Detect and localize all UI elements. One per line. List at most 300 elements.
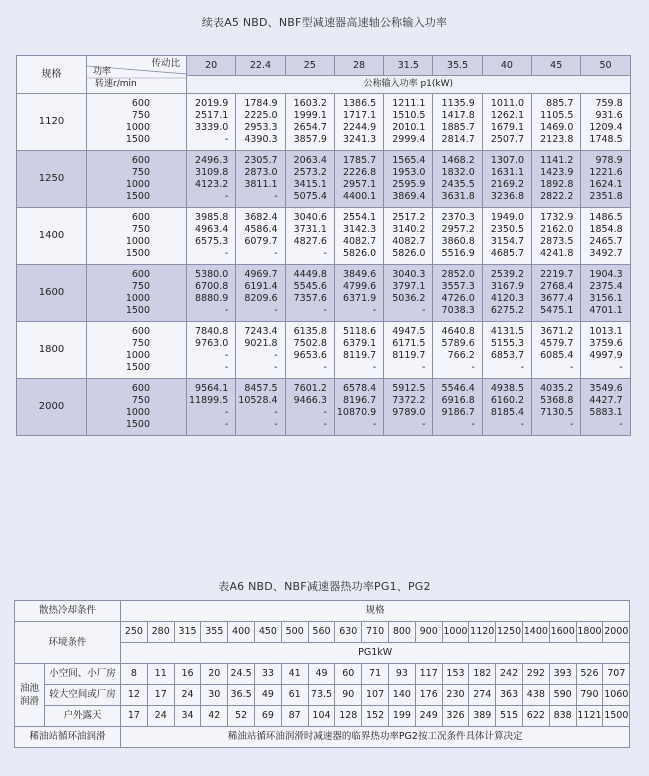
size-cell: 1120 <box>469 622 496 643</box>
power-value: 2999.4 <box>392 134 426 146</box>
power-value: 7502.8 <box>293 337 327 349</box>
power-value: 6079.7 <box>244 236 278 247</box>
thermal-power-cell: 393 <box>549 664 576 685</box>
power-cell <box>433 322 482 379</box>
size-cell: 2000 <box>603 622 630 643</box>
power-value: 2496.3 <box>195 154 229 166</box>
power-value: 5075.4 <box>293 191 327 203</box>
thermal-power-cell: 87 <box>281 706 308 727</box>
power-value: 1732.9 <box>540 211 574 223</box>
spec-header: 规格 <box>17 56 87 94</box>
power-value: 1949.0 <box>490 211 525 223</box>
power-value: - <box>274 305 278 317</box>
power-value: 1417.8 <box>441 109 475 121</box>
power-value: 3731.1 <box>293 223 327 235</box>
thermal-power-cell: 24 <box>147 706 174 727</box>
power-value: 7243.4 <box>244 325 278 337</box>
power-value: 8880.9 <box>195 293 229 304</box>
speed-value: 1500 <box>125 362 150 374</box>
power-value: - <box>274 191 278 203</box>
power-value: - <box>323 407 327 418</box>
speed-value: 750 <box>131 166 150 178</box>
power-value: 1013.1 <box>589 325 623 337</box>
speed-label: 转速r/min <box>95 79 137 89</box>
power-cell <box>482 94 531 151</box>
power-value: 5912.5 <box>392 382 426 394</box>
power-value: 8119.7 <box>342 350 377 361</box>
thermal-power-cell: 1500 <box>603 706 630 727</box>
thermal-power-cell: 11 <box>147 664 174 685</box>
thermal-power-cell: 389 <box>469 706 496 727</box>
power-value: 4131.5 <box>490 325 525 337</box>
power-value: 3549.6 <box>589 382 623 394</box>
table-row <box>17 379 631 436</box>
size-cell: 400 <box>228 622 255 643</box>
power-cell <box>581 322 630 379</box>
power-value: 2957.1 <box>342 179 377 190</box>
power-value: - <box>274 350 278 361</box>
thermal-power-cell: 1060 <box>603 685 630 706</box>
power-value: 2370.3 <box>441 211 475 223</box>
power-label: 功率 <box>93 67 112 77</box>
power-value: 4579.7 <box>540 337 574 349</box>
power-value: 5826.0 <box>392 248 426 260</box>
power-value: 3797.1 <box>392 280 426 292</box>
power-value: 2873.5 <box>540 236 574 247</box>
power-value: 6575.3 <box>195 236 229 247</box>
ratio-header: 31.5 <box>384 56 433 76</box>
power-cell <box>236 208 285 265</box>
table-a6-title: 表A6 NBD、NBF减速器热功率PG1、PG2 <box>218 580 431 593</box>
power-value: 1469.0 <box>540 122 574 133</box>
power-cell <box>433 379 482 436</box>
power-value: 2822.2 <box>540 191 574 203</box>
power-value: 7372.2 <box>392 394 426 406</box>
power-value: 3869.4 <box>392 191 426 203</box>
table-row <box>17 265 631 322</box>
power-cell <box>236 151 285 208</box>
power-value: 7038.3 <box>441 305 475 317</box>
thermal-power-cell: 152 <box>362 706 389 727</box>
power-value: 1748.5 <box>589 134 623 146</box>
speed-value: 600 <box>131 154 150 166</box>
oil-bath-label: 油池润滑 <box>15 664 45 727</box>
power-cell <box>187 265 236 322</box>
thermal-power-cell: 790 <box>576 685 603 706</box>
power-cell <box>433 265 482 322</box>
power-value: 4035.2 <box>540 382 574 394</box>
thermal-power-cell: 69 <box>255 706 282 727</box>
power-value: 4799.6 <box>342 280 377 292</box>
power-cell <box>532 379 581 436</box>
power-cell <box>532 151 581 208</box>
power-value: 8457.5 <box>244 382 278 394</box>
thermal-power-cell: 36.5 <box>228 685 255 706</box>
thermal-power-cell: 117 <box>415 664 442 685</box>
power-value: 1105.5 <box>540 109 574 121</box>
size-cell: 710 <box>362 622 389 643</box>
power-value: - <box>422 362 426 374</box>
speed-value: 1500 <box>125 191 150 203</box>
power-value: 2375.4 <box>589 280 623 292</box>
power-value: 8196.7 <box>342 394 377 406</box>
power-cell <box>334 208 383 265</box>
power-cell <box>433 94 482 151</box>
size-cell: 315 <box>174 622 201 643</box>
power-value: 2554.1 <box>342 211 377 223</box>
power-value: 6135.8 <box>293 325 327 337</box>
thermal-power-cell: 176 <box>415 685 442 706</box>
power-value: 4427.7 <box>589 394 623 406</box>
ratio-header: 28 <box>334 56 383 76</box>
power-value: - <box>274 362 278 374</box>
power-value: 3557.3 <box>441 280 475 292</box>
thermal-power-cell: 49 <box>255 685 282 706</box>
power-value: 4963.4 <box>195 223 229 235</box>
speed-value: 1000 <box>125 407 150 418</box>
power-value: - <box>224 305 229 317</box>
size-cell: 1400 <box>522 622 549 643</box>
power-value: - <box>372 362 377 374</box>
size-cell: 1000 <box>442 622 469 643</box>
thermal-power-cell: 17 <box>147 685 174 706</box>
power-cell <box>433 208 482 265</box>
power-value: 3140.2 <box>392 223 426 235</box>
thermal-power-cell: 1121 <box>576 706 603 727</box>
power-value: 2219.7 <box>540 268 574 280</box>
power-cell <box>532 94 581 151</box>
power-value: 2123.8 <box>540 134 574 146</box>
power-cell <box>334 379 383 436</box>
power-value: 1386.5 <box>342 97 377 109</box>
speed-value: 600 <box>131 268 150 280</box>
power-value: - <box>274 407 278 418</box>
power-value: - <box>520 362 525 374</box>
thermal-power-cell: 590 <box>549 685 576 706</box>
power-value: 4400.1 <box>342 191 377 203</box>
power-value: 4827.6 <box>293 236 327 247</box>
ratio-header: 25 <box>285 56 334 76</box>
power-value: 3677.4 <box>540 293 574 304</box>
power-value: - <box>323 248 327 260</box>
size-cell: 450 <box>255 622 282 643</box>
power-value: 9564.1 <box>195 382 229 394</box>
power-value: 1885.7 <box>441 122 475 133</box>
thermal-power-cell: 93 <box>388 664 415 685</box>
power-cell <box>581 208 630 265</box>
power-value: 5155.3 <box>490 337 525 349</box>
power-value: - <box>224 419 229 431</box>
power-value: 4120.3 <box>490 293 525 304</box>
speed-value: 750 <box>131 337 150 349</box>
power-value: 4241.8 <box>540 248 574 260</box>
size-cell: 355 <box>201 622 228 643</box>
power-cell <box>334 265 383 322</box>
power-value: 3040.6 <box>293 211 327 223</box>
power-value: 2654.7 <box>293 122 327 133</box>
power-value: 5546.4 <box>441 382 475 394</box>
table-row <box>17 322 631 379</box>
pg1-unit: PG1kW <box>121 643 630 664</box>
power-value: 2539.2 <box>490 268 525 280</box>
thermal-power-cell: 274 <box>469 685 496 706</box>
power-value: 4997.9 <box>589 350 623 361</box>
speed-value: 600 <box>131 211 150 223</box>
speed-value: 1000 <box>125 179 150 190</box>
power-value: 3811.1 <box>244 179 278 190</box>
power-value: 3339.0 <box>195 122 229 133</box>
power-value: 2852.0 <box>441 268 475 280</box>
power-value: 1468.2 <box>441 154 475 166</box>
thermal-power-cell: 16 <box>174 664 201 685</box>
thermal-power-cell: 326 <box>442 706 469 727</box>
power-value: 2507.7 <box>490 134 525 146</box>
power-value: 6085.4 <box>540 350 574 361</box>
power-value: 2010.1 <box>392 122 426 133</box>
thermal-power-cell: 515 <box>496 706 523 727</box>
ratio-label: 传动比 <box>151 58 180 69</box>
power-value: - <box>422 305 426 317</box>
power-value: 6700.8 <box>195 280 229 292</box>
thermal-power-cell: 8 <box>121 664 148 685</box>
speed-cell <box>87 265 187 322</box>
power-value: 4947.5 <box>392 325 426 337</box>
power-value: 1624.1 <box>589 179 623 190</box>
ratio-header: 35.5 <box>433 56 482 76</box>
power-value: 4938.5 <box>490 382 525 394</box>
power-value: 3860.8 <box>441 236 475 247</box>
ratio-header: 50 <box>581 56 630 76</box>
power-cell <box>236 379 285 436</box>
power-value: 7601.2 <box>293 382 327 394</box>
power-value: - <box>569 362 574 374</box>
power-cell <box>384 94 433 151</box>
power-value: 1486.5 <box>589 211 623 223</box>
speed-value: 1000 <box>125 236 150 247</box>
power-value: 2517.2 <box>392 211 426 223</box>
power-value: 1854.8 <box>589 223 623 235</box>
env-condition-label: 小空间、小厂房 <box>45 664 121 685</box>
ratio-header: 22.4 <box>236 56 285 76</box>
power-value: 9186.7 <box>441 407 475 418</box>
thermal-power-cell: 17 <box>121 706 148 727</box>
spec-cell: 1120 <box>17 94 87 151</box>
power-value: - <box>224 191 229 203</box>
power-cell <box>187 94 236 151</box>
power-cell <box>187 322 236 379</box>
power-value: 6578.4 <box>342 382 377 394</box>
speed-value: 1500 <box>125 248 150 260</box>
power-cell <box>187 379 236 436</box>
power-value: 4123.2 <box>195 179 229 190</box>
table-a6 <box>14 600 630 748</box>
table-a5-title: 续表A5 NBD、NBF型减速器高速轴公称输入功率 <box>201 16 448 29</box>
power-value: - <box>372 419 377 431</box>
power-value: - <box>569 419 574 431</box>
power-value: 4701.1 <box>589 305 623 317</box>
power-value: 9653.6 <box>293 350 327 361</box>
size-cell: 800 <box>388 622 415 643</box>
thermal-power-cell: 182 <box>469 664 496 685</box>
thermal-power-cell: 140 <box>388 685 415 706</box>
thermal-power-cell: 438 <box>522 685 549 706</box>
power-value: 2953.3 <box>244 122 278 133</box>
power-value: 1211.1 <box>392 97 426 109</box>
table-row <box>17 94 631 151</box>
circulation-label: 稀油站循环油润滑 <box>15 727 121 748</box>
size-cell: 280 <box>147 622 174 643</box>
power-cell <box>433 151 482 208</box>
power-cell <box>482 151 531 208</box>
power-value: 7840.8 <box>195 325 229 337</box>
speed-value: 750 <box>131 109 150 121</box>
power-value: 2517.1 <box>195 109 229 121</box>
power-value: 6275.2 <box>490 305 525 317</box>
power-cell <box>581 265 630 322</box>
power-value: 5368.8 <box>540 394 574 406</box>
power-value: 4586.4 <box>244 223 278 235</box>
power-cell <box>334 94 383 151</box>
thermal-power-cell: 363 <box>496 685 523 706</box>
thermal-power-cell: 230 <box>442 685 469 706</box>
power-value: 2814.7 <box>441 134 475 146</box>
thermal-power-cell: 526 <box>576 664 603 685</box>
power-value: 6160.2 <box>490 394 525 406</box>
power-value: 931.6 <box>595 109 623 121</box>
power-cell <box>532 208 581 265</box>
speed-value: 1500 <box>125 305 150 317</box>
ratio-header: 40 <box>482 56 531 76</box>
power-value: 3849.6 <box>342 268 377 280</box>
power-value: 3415.1 <box>293 179 327 190</box>
power-value: 4449.8 <box>293 268 327 280</box>
env-header: 环境条件 <box>15 622 121 664</box>
power-cell <box>285 151 334 208</box>
power-cell <box>581 379 630 436</box>
power-value: 1510.5 <box>392 109 426 121</box>
speed-value: 600 <box>131 325 150 337</box>
thermal-power-cell: 242 <box>496 664 523 685</box>
power-value: 6853.7 <box>490 350 525 361</box>
spec-cell: 1250 <box>17 151 87 208</box>
power-value: 3156.1 <box>589 293 623 304</box>
power-cell <box>285 94 334 151</box>
thermal-power-cell: 73.5 <box>308 685 335 706</box>
power-cell <box>482 379 531 436</box>
power-value: 1262.1 <box>490 109 525 121</box>
power-cell <box>384 265 433 322</box>
ratio-header: 45 <box>532 56 581 76</box>
size-cell: 1600 <box>549 622 576 643</box>
power-value: 5380.0 <box>195 268 229 280</box>
power-value: 759.8 <box>595 97 623 109</box>
power-value: 4969.7 <box>244 268 278 280</box>
speed-value: 600 <box>131 382 150 394</box>
power-value: 1892.8 <box>540 179 574 190</box>
power-cell <box>285 379 334 436</box>
power-cell <box>285 265 334 322</box>
size-header: 规格 <box>121 601 630 622</box>
spec-cell: 1400 <box>17 208 87 265</box>
speed-value: 750 <box>131 223 150 235</box>
power-value: 3759.6 <box>589 337 623 349</box>
power-value: 1221.6 <box>589 166 623 178</box>
thermal-power-cell: 41 <box>281 664 308 685</box>
power-value: 8119.7 <box>392 350 426 361</box>
power-cell <box>384 379 433 436</box>
speed-cell <box>87 151 187 208</box>
power-value: 11899.5 <box>189 394 229 406</box>
power-value: 4082.7 <box>392 236 426 247</box>
thermal-power-cell: 60 <box>335 664 362 685</box>
power-cell <box>187 208 236 265</box>
power-value: - <box>471 362 475 374</box>
power-cell <box>334 322 383 379</box>
speed-value: 600 <box>131 97 150 109</box>
power-value: 6191.4 <box>244 280 278 292</box>
power-cell <box>384 322 433 379</box>
env-condition-label: 户外露天 <box>45 706 121 727</box>
power-value: 1999.1 <box>293 109 327 121</box>
power-value: 9763.0 <box>195 337 229 349</box>
speed-value: 1500 <box>125 419 150 431</box>
speed-value: 1000 <box>125 122 150 133</box>
power-value: 7357.6 <box>293 293 327 304</box>
power-value: 978.9 <box>595 154 623 166</box>
power-value: 2162.0 <box>540 223 574 235</box>
power-value: 5118.6 <box>342 325 377 337</box>
power-value: 2226.8 <box>342 166 377 178</box>
power-value: 4640.8 <box>441 325 475 337</box>
power-value: - <box>372 305 377 317</box>
power-value: 10528.4 <box>238 394 278 406</box>
power-value: 5545.6 <box>293 280 327 292</box>
power-value: 2063.4 <box>293 154 327 166</box>
power-cell <box>581 151 630 208</box>
spec-cell: 1800 <box>17 322 87 379</box>
power-value: 1953.0 <box>392 166 426 178</box>
power-value: 1904.3 <box>589 268 623 280</box>
thermal-power-cell: 128 <box>335 706 362 727</box>
thermal-power-cell: 20 <box>201 664 228 685</box>
power-value: 2244.9 <box>342 122 377 133</box>
power-value: 1141.2 <box>540 154 574 166</box>
thermal-power-cell: 622 <box>522 706 549 727</box>
power-value: 2351.8 <box>589 191 623 203</box>
thermal-power-cell: 34 <box>174 706 201 727</box>
thermal-power-cell: 153 <box>442 664 469 685</box>
thermal-power-cell: 24 <box>174 685 201 706</box>
env-condition-label: 较大空间或厂房 <box>45 685 121 706</box>
power-value: 3241.3 <box>342 134 377 146</box>
power-value: - <box>619 419 623 431</box>
size-cell: 250 <box>121 622 148 643</box>
power-value: - <box>224 248 229 260</box>
power-value: - <box>274 419 278 431</box>
power-value: 5789.6 <box>441 337 475 349</box>
power-value: 8209.6 <box>244 293 278 304</box>
power-value: 1717.1 <box>342 109 377 121</box>
power-value: 1784.9 <box>244 97 278 109</box>
thermal-power-cell: 33 <box>255 664 282 685</box>
power-value: 3154.7 <box>490 236 525 247</box>
power-cell <box>236 322 285 379</box>
power-value: 1603.2 <box>293 97 327 109</box>
power-value: 1011.0 <box>490 97 525 109</box>
power-value: - <box>224 407 229 418</box>
power-value: 5475.1 <box>540 305 574 317</box>
table-a5 <box>16 55 631 436</box>
